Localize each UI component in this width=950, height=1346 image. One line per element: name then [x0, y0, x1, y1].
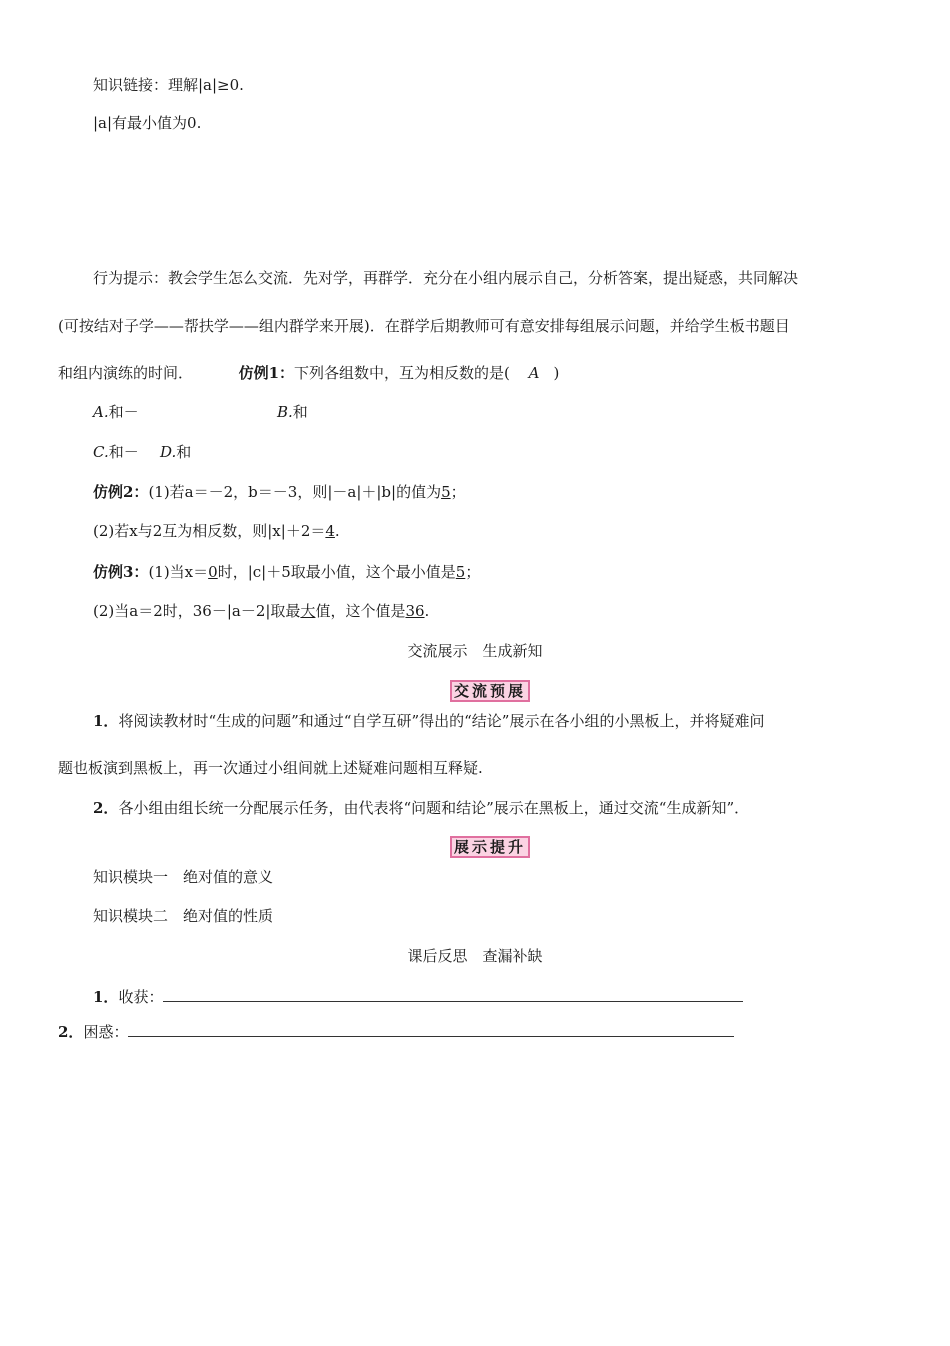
example-2-q1-answer: 5: [441, 483, 451, 501]
example-1-answer: A: [528, 364, 540, 382]
example-2-q2-end: .: [334, 522, 340, 540]
example-3-q1-a: (1)当x＝: [148, 563, 209, 581]
section-heading-exchange: 交流展示 生成新知: [407, 642, 543, 660]
option-a: [93, 402, 139, 422]
step-1-text: 将阅读教材时“生成的问题”和通过“自学互研”得出的“结论”展示在各小组的小黑板上，并将疑难问: [118, 712, 765, 730]
example-2-q2-text: (2)若x与2互为相反数，则|x|＋2＝: [93, 522, 326, 540]
display-improve-badge: 展示提升: [450, 836, 530, 858]
example-2-q1-end: ；: [450, 483, 466, 501]
example-2-q1: [93, 482, 466, 502]
example-3-q1-answer-2: 5: [455, 563, 466, 581]
gain-blank-line[interactable]: [163, 987, 743, 1002]
example-3-q1-c: ；: [465, 563, 481, 581]
behavior-tip-text-3: 和组内演练的时间．: [58, 364, 194, 382]
option-c-text: 和－: [108, 443, 139, 461]
option-a-text: 和－: [108, 403, 139, 421]
gain-number: 1．: [93, 988, 119, 1006]
exchange-preview-badge: 交流预展: [450, 680, 530, 702]
option-b: [277, 402, 308, 422]
example-3-q2-answer-1: 大: [300, 602, 316, 620]
option-d: [160, 442, 191, 462]
option-d-letter: D.: [160, 443, 177, 461]
option-d-text: 和: [176, 443, 192, 461]
step-2-number: 2．: [93, 799, 119, 817]
example-1-close: ): [553, 364, 560, 382]
gain-label: 收获：: [118, 988, 164, 1006]
doubt-blank-line[interactable]: [128, 1022, 734, 1037]
option-c-letter: C.: [93, 443, 109, 461]
doubt-label: 困惑：: [83, 1023, 129, 1041]
example-3-q2-b: 值，这个值是: [315, 602, 406, 620]
example-2-q2-answer: 4: [325, 522, 335, 540]
doubt-number: 2．: [58, 1023, 84, 1041]
example-3-q2: [93, 601, 429, 621]
section-heading-reflection: 课后反思 查漏补缺: [407, 947, 543, 965]
example-1-question: 下列各组数中，互为相反数的是(: [294, 364, 510, 382]
step-2-text: 各小组由组长统一分配展示任务，由代表将“问题和结论”展示在黑板上，通过交流“生成新知”．: [118, 799, 750, 817]
example-3-label: 仿例3：: [93, 563, 149, 581]
knowledge-link-line-2: |a|有最小值为0.: [93, 114, 202, 132]
example-3-q1: [93, 562, 480, 582]
step-1-line-2: 题也板演到黑板上，再一次通过小组间就上述疑难问题相互释疑.: [58, 759, 483, 777]
step-2: [93, 798, 749, 818]
example-3-q2-answer-2: 36: [405, 602, 425, 620]
knowledge-module-2: 知识模块二 绝对值的性质: [93, 907, 274, 925]
example-3-q1-b: 时，|c|＋5取最小值，这个最小值是: [217, 563, 456, 581]
example-3-q1-answer-1: 0: [208, 563, 218, 581]
behavior-tip-line-2: (可按结对子学——帮扶学——组内群学来开展)．在群学后期教师可有意安排每组展示问题，并给学生板书题目: [58, 317, 790, 335]
knowledge-link-line-1: 知识链接：理解|a|≥0.: [93, 76, 244, 94]
example-1-label: 仿例1：: [238, 364, 295, 382]
option-b-letter: B.: [277, 403, 293, 421]
option-c: [93, 442, 139, 462]
knowledge-module-1: 知识模块一 绝对值的意义: [93, 868, 274, 886]
doubt-row: [58, 1022, 734, 1042]
behavior-tip-line-1: 行为提示：教会学生怎么交流．先对学，再群学．充分在小组内展示自己，分析答案，提出疑惑，共同解决: [93, 269, 799, 287]
step-1-number: 1．: [93, 712, 119, 730]
example-3-q2-c: .: [424, 602, 430, 620]
step-1-line-1: [93, 711, 764, 731]
example-3-q2-a: (2)当a＝2时，36－|a－2|取最: [93, 602, 301, 620]
gain-row: [93, 987, 743, 1007]
example-2-label: 仿例2：: [93, 483, 149, 501]
option-b-text: 和: [292, 403, 308, 421]
behavior-tip-line-3: [58, 363, 559, 383]
example-2-q2: [93, 521, 340, 541]
example-2-q1-text: (1)若a＝－2，b＝－3，则|－a|＋|b|的值为: [148, 483, 442, 501]
option-a-letter: A.: [93, 403, 109, 421]
